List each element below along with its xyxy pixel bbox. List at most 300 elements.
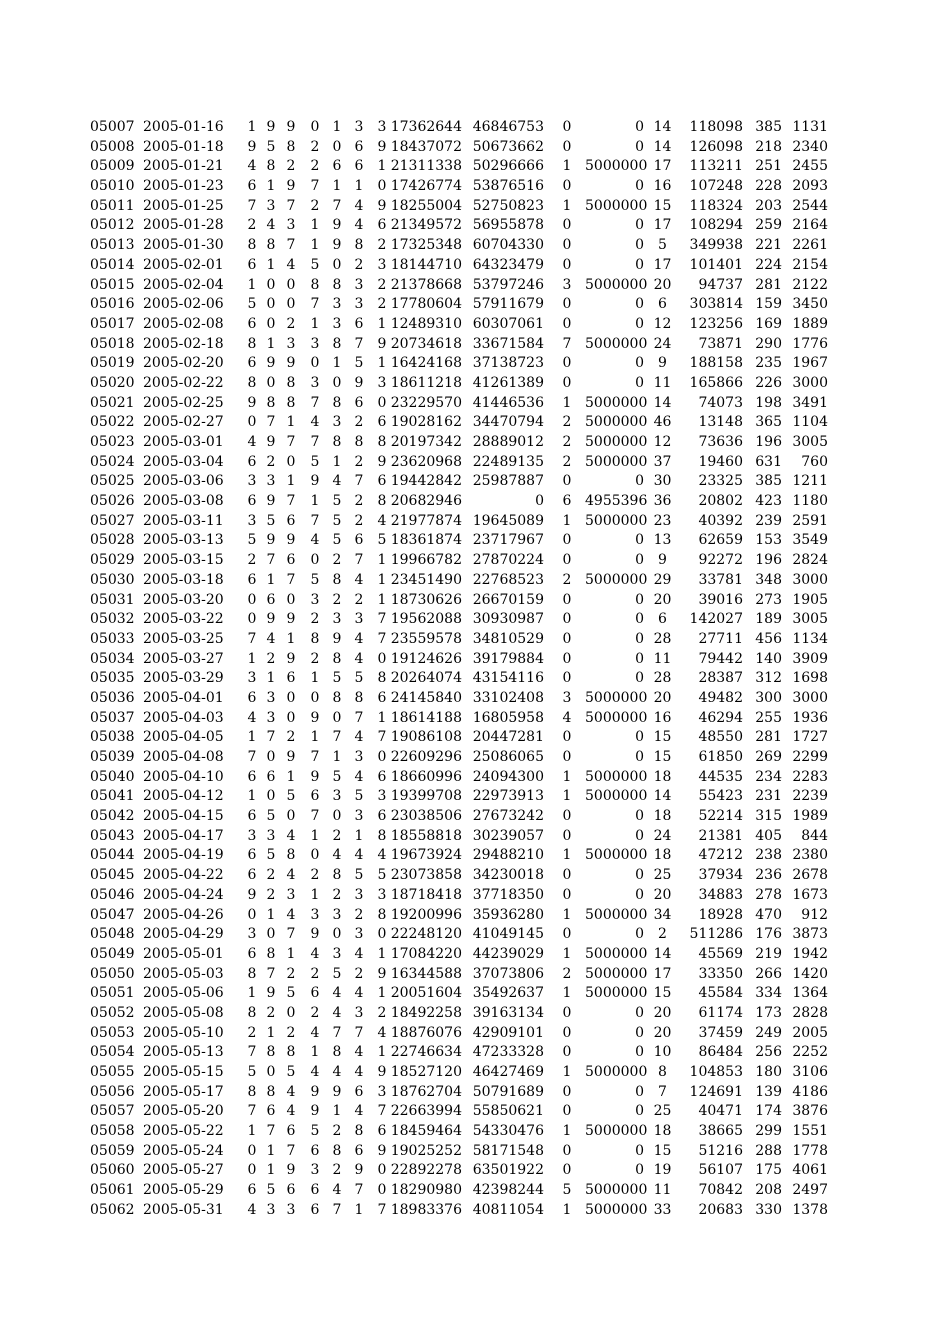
cell-first-count: 0 [562,886,572,903]
cell-d3: 7 [286,1142,296,1159]
cell-third-count: 238 [755,847,782,864]
cell-d1: 3 [247,926,257,943]
cell-d7: 1 [377,985,387,1002]
cell-first-prize: 0 [635,670,644,687]
cell-second-prize: 61850 [698,749,743,765]
cell-third-count: 330 [755,1201,782,1218]
cell-d5: 9 [332,1083,342,1100]
cell-second-prize: 70842 [698,1182,743,1199]
cell-third-prize: 2544 [792,197,828,214]
cell-d4: 6 [310,1182,320,1199]
cell-d2: 3 [266,689,276,706]
cell-second-prize: 94737 [698,276,743,293]
cell-pool: 19645089 [472,512,544,529]
cell-second-count: 18 [653,768,672,785]
table-row [0,335,950,355]
cell-second-prize: 38665 [698,1123,743,1140]
cell-first-count: 1 [562,985,572,1002]
cell-second-prize: 45584 [698,985,743,1002]
cell-date: 2005-03-01 [143,434,224,450]
cell-d4: 2 [310,650,320,667]
cell-d4: 1 [310,237,320,254]
cell-second-prize: 74073 [698,394,743,411]
cell-first-count: 0 [562,650,572,667]
cell-d3: 1 [286,945,296,962]
cell-d3: 5 [286,788,296,805]
cell-d6: 3 [354,296,364,313]
cell-d3: 1 [286,473,296,490]
cell-first-prize: 0 [635,630,644,647]
cell-d6: 4 [354,630,364,647]
cell-first-count: 7 [562,335,572,352]
cell-second-prize: 188158 [689,355,743,372]
cell-d5: 8 [332,689,342,706]
cell-d6: 6 [354,158,364,175]
cell-d3: 7 [286,571,296,588]
cell-issue: 05025 [90,473,135,490]
cell-issue: 05050 [90,965,135,982]
table-row [0,177,950,197]
cell-third-prize: 2299 [792,749,828,765]
cell-pool: 44239029 [472,945,544,962]
cell-d6: 9 [354,374,364,391]
cell-second-count: 14 [653,119,672,135]
cell-second-count: 6 [658,611,667,628]
cell-issue: 05027 [90,512,135,529]
cell-d3: 5 [286,985,296,1002]
cell-first-count: 0 [562,670,572,687]
cell-d1: 6 [247,689,257,706]
cell-issue: 05034 [90,650,135,667]
cell-d4: 9 [310,1083,320,1100]
cell-date: 2005-03-08 [143,493,224,510]
cell-issue: 05045 [90,867,135,884]
cell-d1: 6 [247,453,257,470]
cell-d1: 9 [247,394,257,411]
cell-sales: 18361874 [390,532,462,549]
cell-sales: 22663994 [390,1103,462,1120]
cell-d6: 2 [354,906,364,923]
cell-third-prize: 1673 [792,886,828,903]
cell-date: 2005-02-08 [143,315,224,332]
cell-date: 2005-04-19 [143,847,224,864]
cell-d1: 7 [247,1103,257,1120]
cell-d5: 7 [332,729,342,746]
cell-d1: 0 [247,611,257,628]
cell-d7: 2 [377,276,387,293]
cell-sales: 17362644 [390,119,462,135]
cell-second-count: 23 [653,512,672,529]
cell-second-prize: 33781 [698,571,743,588]
cell-d3: 7 [286,237,296,254]
cell-d3: 6 [286,1182,296,1199]
cell-date: 2005-01-25 [143,197,224,214]
cell-second-prize: 27711 [698,630,743,647]
cell-date: 2005-05-03 [143,965,224,982]
cell-first-count: 0 [562,611,572,628]
cell-second-count: 37 [653,453,672,470]
cell-first-prize: 0 [635,650,644,667]
cell-d6: 3 [354,1004,364,1021]
cell-pool: 39163134 [472,1004,544,1021]
cell-d4: 4 [310,532,320,549]
cell-second-prize: 165866 [689,374,743,391]
cell-first-prize: 0 [635,1024,644,1041]
table-row [0,216,950,236]
cell-sales: 18762704 [390,1083,462,1100]
table-row [0,1024,950,1044]
cell-second-prize: 40392 [698,512,743,529]
cell-d1: 6 [247,178,257,195]
cell-issue: 05028 [90,532,135,549]
cell-sales: 20682946 [390,493,462,510]
cell-first-prize: 5000000 [585,1123,648,1140]
cell-third-prize: 1776 [792,335,828,352]
cell-d4: 9 [310,709,320,726]
table-row [0,472,950,492]
cell-first-prize: 5000000 [585,453,648,470]
cell-first-count: 0 [562,729,572,746]
cell-d3: 9 [286,119,296,135]
cell-date: 2005-05-15 [143,1064,224,1080]
cell-d5: 0 [332,138,342,155]
cell-third-count: 189 [755,611,782,628]
cell-third-prize: 1420 [792,965,828,982]
cell-third-prize: 3873 [792,926,828,943]
cell-date: 2005-03-18 [143,571,224,588]
cell-d6: 4 [354,650,364,667]
cell-issue: 05008 [90,138,135,155]
cell-date: 2005-03-25 [143,630,224,647]
cell-d6: 2 [354,256,364,273]
cell-third-prize: 4061 [792,1162,828,1179]
cell-pool: 52750823 [472,197,544,214]
cell-second-prize: 21381 [698,827,743,844]
cell-date: 2005-02-06 [143,296,224,313]
cell-d2: 9 [266,434,276,450]
cell-d3: 0 [286,453,296,470]
cell-d5: 1 [332,749,342,765]
cell-d3: 0 [286,1004,296,1021]
cell-d7: 3 [377,1083,387,1100]
cell-third-count: 255 [755,709,782,726]
cell-d1: 7 [247,197,257,214]
cell-first-count: 0 [562,1083,572,1100]
cell-d5: 3 [332,906,342,923]
cell-first-count: 0 [562,138,572,155]
cell-d5: 9 [332,217,342,234]
cell-issue: 05019 [90,355,135,372]
cell-third-prize: 1551 [792,1123,828,1140]
cell-issue: 05047 [90,906,135,923]
cell-pool: 41261389 [472,374,544,391]
cell-d1: 6 [247,847,257,864]
cell-d5: 1 [332,119,342,135]
cell-third-prize: 3549 [792,532,828,549]
cell-pool: 47233328 [472,1044,544,1061]
cell-d2: 2 [266,1004,276,1021]
cell-first-count: 3 [562,689,572,706]
cell-pool: 50296666 [472,158,544,175]
table-row [0,118,950,138]
cell-pool: 43154116 [472,670,544,687]
cell-d5: 0 [332,374,342,391]
cell-d5: 2 [332,1162,342,1179]
table-row [0,1142,950,1162]
cell-third-count: 288 [755,1142,782,1159]
cell-d6: 3 [354,886,364,903]
cell-pool: 23717967 [472,532,544,549]
cell-first-count: 0 [562,178,572,195]
cell-first-prize: 5000000 [585,571,648,588]
cell-pool: 55850621 [472,1103,544,1120]
cell-third-count: 315 [755,808,782,825]
cell-second-prize: 118324 [689,197,743,214]
cell-d2: 0 [266,276,276,293]
table-row [0,1102,950,1122]
cell-d5: 7 [332,1024,342,1041]
cell-d2: 1 [266,571,276,588]
cell-second-prize: 92272 [698,552,743,569]
cell-d7: 6 [377,414,387,431]
cell-third-count: 256 [755,1044,782,1061]
cell-pool: 54330476 [472,1123,544,1140]
cell-date: 2005-02-27 [143,414,224,431]
cell-sales: 19673924 [390,847,462,864]
cell-first-count: 0 [562,926,572,943]
cell-d7: 3 [377,374,387,391]
table-row [0,965,950,985]
cell-d6: 2 [354,512,364,529]
cell-pool: 22973913 [472,788,544,805]
cell-third-prize: 1967 [792,355,828,372]
cell-second-count: 34 [653,906,672,923]
cell-sales: 19200996 [390,906,462,923]
cell-d3: 0 [286,689,296,706]
cell-d3: 4 [286,1083,296,1100]
cell-pool: 53797246 [472,276,544,293]
cell-d4: 1 [310,315,320,332]
cell-d2: 7 [266,552,276,569]
cell-third-count: 299 [755,1123,782,1140]
cell-d1: 4 [247,434,257,450]
cell-d4: 2 [310,611,320,628]
cell-d4: 0 [310,552,320,569]
cell-d3: 9 [286,1162,296,1179]
cell-second-count: 11 [653,1182,672,1199]
cell-pool: 63501922 [472,1162,544,1179]
cell-second-prize: 55423 [698,788,743,805]
cell-third-count: 259 [755,217,782,234]
cell-first-count: 5 [562,1182,572,1199]
cell-second-count: 15 [653,197,672,214]
cell-first-count: 0 [562,1103,572,1120]
cell-d1: 8 [247,965,257,982]
cell-sales: 19124626 [390,650,462,667]
table-row [0,709,950,729]
cell-sales: 20264074 [390,670,462,687]
cell-second-prize: 73636 [698,434,743,450]
cell-d1: 6 [247,315,257,332]
cell-third-count: 174 [755,1103,782,1120]
cell-d4: 1 [310,827,320,844]
cell-issue: 05007 [90,119,135,135]
cell-d6: 2 [354,414,364,431]
cell-d6: 3 [354,926,364,943]
cell-third-prize: 2455 [792,158,828,175]
cell-d2: 3 [266,197,276,214]
cell-d2: 5 [266,847,276,864]
cell-first-prize: 5000000 [585,906,648,923]
cell-pool: 34810529 [472,630,544,647]
cell-d3: 8 [286,847,296,864]
cell-date: 2005-02-18 [143,335,224,352]
cell-third-prize: 1905 [792,591,828,608]
cell-sales: 18660996 [390,768,462,785]
cell-d1: 9 [247,886,257,903]
cell-d2: 7 [266,965,276,982]
cell-d6: 3 [354,611,364,628]
cell-d6: 8 [354,1123,364,1140]
cell-second-count: 28 [653,670,672,687]
cell-third-prize: 3106 [792,1064,828,1080]
cell-pool: 27673242 [472,808,544,825]
cell-pool: 30930987 [472,611,544,628]
cell-second-count: 18 [653,1123,672,1140]
table-row [0,492,950,512]
cell-d4: 4 [310,945,320,962]
cell-d1: 8 [247,237,257,254]
cell-date: 2005-05-20 [143,1103,224,1120]
cell-second-prize: 45569 [698,945,743,962]
cell-second-prize: 61174 [698,1004,743,1021]
cell-date: 2005-05-31 [143,1201,224,1218]
cell-d4: 5 [310,453,320,470]
cell-d4: 4 [310,1064,320,1080]
cell-first-prize: 4955396 [585,493,648,510]
cell-pool: 50673662 [472,138,544,155]
cell-issue: 05054 [90,1044,135,1061]
cell-second-prize: 28387 [698,670,743,687]
cell-d4: 0 [310,847,320,864]
cell-second-count: 17 [653,965,672,982]
cell-sales: 18144710 [390,256,462,273]
cell-third-prize: 2497 [792,1182,828,1199]
cell-d3: 3 [286,335,296,352]
cell-first-prize: 5000000 [585,512,648,529]
cell-d7: 2 [377,296,387,313]
cell-d3: 6 [286,552,296,569]
cell-issue: 05033 [90,630,135,647]
cell-issue: 05049 [90,945,135,962]
cell-second-count: 20 [653,1004,672,1021]
cell-d6: 1 [354,178,364,195]
cell-pool: 25086065 [472,749,544,765]
cell-d7: 6 [377,473,387,490]
cell-second-count: 28 [653,630,672,647]
cell-d3: 7 [286,926,296,943]
cell-issue: 05032 [90,611,135,628]
cell-d5: 8 [332,867,342,884]
cell-date: 2005-02-25 [143,394,224,411]
cell-third-count: 226 [755,374,782,391]
cell-first-count: 2 [562,453,572,470]
table-row [0,945,950,965]
cell-d5: 0 [332,808,342,825]
cell-issue: 05062 [90,1201,135,1218]
cell-sales: 21977874 [390,512,462,529]
cell-second-prize: 48550 [698,729,743,746]
cell-first-prize: 5000000 [585,335,648,352]
cell-d5: 0 [332,256,342,273]
cell-sales: 19025252 [390,1142,462,1159]
cell-issue: 05030 [90,571,135,588]
cell-first-prize: 5000000 [585,158,648,175]
cell-d6: 8 [354,434,364,450]
cell-third-prize: 2261 [792,237,828,254]
cell-sales: 21349572 [390,217,462,234]
cell-d6: 3 [354,749,364,765]
cell-sales: 18611218 [390,374,462,391]
cell-pool: 33671584 [472,335,544,352]
cell-second-prize: 33350 [698,965,743,982]
cell-d3: 7 [286,434,296,450]
cell-d3: 6 [286,1123,296,1140]
cell-issue: 05037 [90,709,135,726]
cell-d7: 6 [377,1123,387,1140]
cell-d1: 0 [247,1162,257,1179]
cell-d1: 7 [247,1044,257,1061]
cell-first-count: 0 [562,315,572,332]
cell-d2: 6 [266,768,276,785]
cell-date: 2005-02-01 [143,256,224,273]
table-row [0,315,950,335]
cell-d7: 8 [377,906,387,923]
cell-d4: 8 [310,630,320,647]
cell-date: 2005-02-22 [143,374,224,391]
cell-first-count: 3 [562,276,572,293]
cell-sales: 23038506 [390,808,462,825]
table-row [0,1201,950,1221]
cell-second-prize: 123256 [689,315,743,332]
cell-d4: 1 [310,670,320,687]
cell-second-prize: 20683 [698,1201,743,1218]
cell-third-count: 281 [755,729,782,746]
cell-second-prize: 101401 [689,256,743,273]
cell-date: 2005-01-21 [143,158,224,175]
table-row [0,669,950,689]
cell-third-count: 312 [755,670,782,687]
cell-date: 2005-03-04 [143,453,224,470]
cell-d6: 7 [354,1024,364,1041]
cell-second-count: 46 [653,414,672,431]
cell-first-prize: 0 [635,886,644,903]
cell-sales: 12489310 [390,315,462,332]
cell-d5: 7 [332,1201,342,1218]
cell-first-prize: 0 [635,315,644,332]
cell-d6: 2 [354,591,364,608]
table-row [0,197,950,217]
cell-second-count: 20 [653,591,672,608]
cell-d1: 6 [247,493,257,510]
cell-d3: 8 [286,394,296,411]
cell-date: 2005-01-30 [143,237,224,254]
cell-first-prize: 0 [635,611,644,628]
table-row [0,787,950,807]
table-row [0,276,950,296]
cell-d6: 7 [354,1182,364,1199]
cell-issue: 05040 [90,768,135,785]
